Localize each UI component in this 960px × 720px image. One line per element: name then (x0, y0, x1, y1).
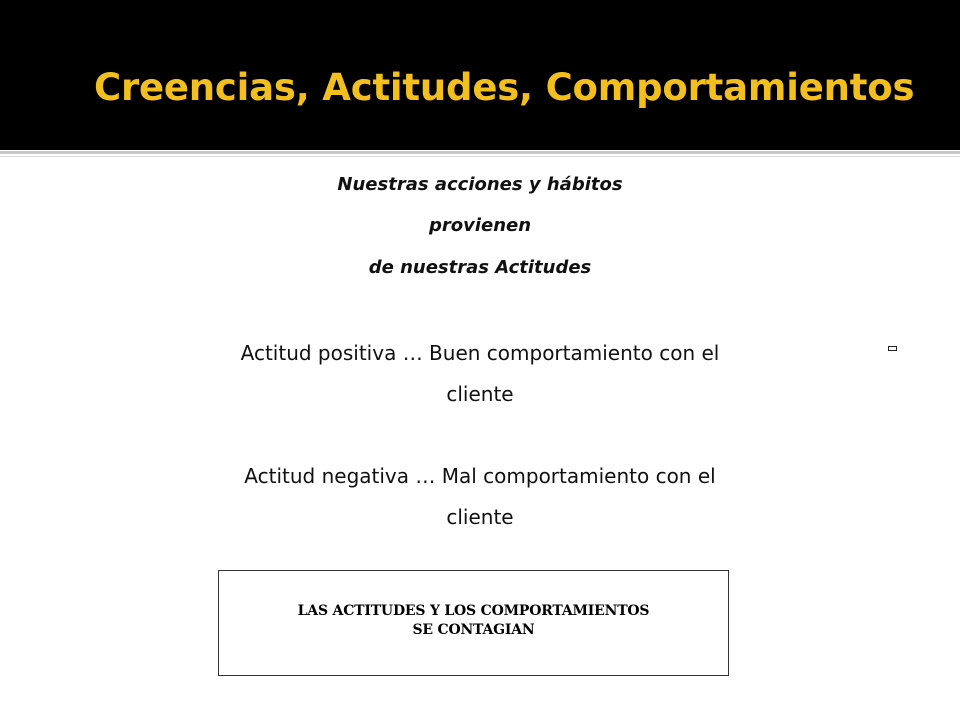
slide-title: Creencias, Actitudes, Comportamientos (94, 66, 915, 109)
positive-statement-line-2: cliente (446, 382, 514, 406)
intro-line-1: Nuestras acciones y hábitos (337, 174, 623, 195)
intro-line-3: de nuestras Actitudes (368, 257, 592, 278)
callout-line-1: LAS ACTITUDES Y LOS COMPORTAMIENTOS (297, 603, 650, 619)
title-bar (0, 0, 960, 150)
title-divider (0, 151, 960, 154)
positive-statement-line-1: Actitud positiva … Buen comportamiento con el (240, 341, 720, 365)
negative-statement-line-2: cliente (446, 505, 514, 529)
small-rectangle-icon (888, 346, 897, 351)
negative-statement-line-1: Actitud negativa … Mal comportamiento con el (244, 464, 716, 488)
callout-box (218, 570, 729, 676)
intro-line-2: provienen (428, 215, 532, 236)
callout-line-2: SE CONTAGIAN (412, 622, 535, 638)
title-divider-thin (0, 156, 960, 157)
